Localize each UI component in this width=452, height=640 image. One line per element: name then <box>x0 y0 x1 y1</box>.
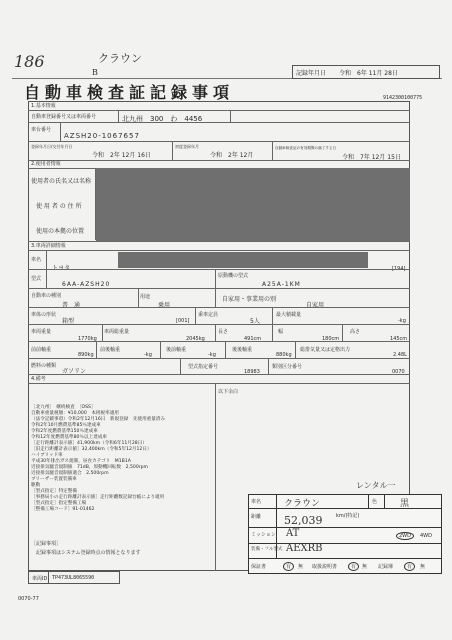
fr-value: -kg <box>144 352 152 358</box>
card-manual-no: 無 <box>362 564 368 570</box>
type-label: 自動車の種別 <box>31 293 62 299</box>
card-tire-label: 装備・フル型式 <box>251 547 283 552</box>
capacity-value: 5人 <box>250 318 260 325</box>
chassis-value: AZSH20-1067657 <box>64 132 140 140</box>
card-color-label: 色 <box>372 499 378 505</box>
card-distance-unit: km/(特記) <box>336 513 360 519</box>
category-label: 類別区分番号 <box>272 364 303 370</box>
make-label: 車名 <box>31 257 42 263</box>
weight-value: 1770kg <box>78 336 97 342</box>
body-label: 車体の形状 <box>31 312 57 318</box>
rr-label: 後後軸重 <box>232 347 253 353</box>
reg-no-value: 北九州 300 わ 4456 <box>122 115 203 123</box>
card-distance-label: 距離 <box>251 514 262 520</box>
card-manual-yes: 有 <box>348 562 359 571</box>
expiry-value: 令和 7年 12月 15日 <box>342 154 401 161</box>
doc-number: 9142300100775 <box>383 95 423 101</box>
handwritten-rental-note: レンタル一 <box>356 481 396 490</box>
first-reg2-label: 初度登録年月 <box>175 144 199 149</box>
body-code: [001] <box>176 318 190 324</box>
note-line: ［型式指定］指定整備工場 <box>31 501 87 506</box>
handwritten-vehicle-name: クラウン <box>98 52 142 65</box>
chassis-label: 車台番号 <box>31 127 52 133</box>
max-load-value: -kg <box>398 318 406 324</box>
card-record-no: 無 <box>420 564 426 570</box>
reg-no-label: 自動車登録番号又は車両番号 <box>31 114 97 120</box>
fuel-label: 燃料の種類 <box>31 363 57 369</box>
use-label: 用途 <box>140 294 151 300</box>
make-code: [194] <box>392 266 406 272</box>
section3-label: 3.車両詳細情報 <box>31 243 66 249</box>
base-location-label: 使用の本拠の位置 <box>36 228 85 235</box>
weight-label: 車両重量 <box>31 329 52 335</box>
card-drive-4wd: 4WD <box>420 533 432 539</box>
card-manual-label: 取扱説明書 <box>312 564 338 570</box>
category-value: 0070 <box>392 369 405 375</box>
card-mission-value: AT <box>286 528 300 539</box>
section2-label: 2.使用者情報 <box>31 161 61 167</box>
note-line: ［走行距離計表示値］41,900km（令和6年11月28日） <box>31 441 147 446</box>
redacted-user-info <box>96 168 410 241</box>
recorded-date-box <box>292 65 440 79</box>
first-reg2-value: 令和 2年 12月 <box>210 152 254 159</box>
expiry-label: 自動車検査証の有効期間の満了する日 <box>275 146 337 150</box>
note-line: 令和2年10月燃費基準85％達成車 <box>31 423 101 428</box>
card-record-label: 記録簿 <box>378 564 394 570</box>
card-drive-2wd: 2WD <box>396 532 414 540</box>
gross-value: 2045kg <box>186 336 205 342</box>
length-label: 長さ <box>218 329 229 335</box>
section4-label: 4.備考 <box>31 376 46 382</box>
card-record-yes: 有 <box>404 562 415 571</box>
note-line: 自動車重量税額：¥10,000 本則税率適用 <box>31 411 119 416</box>
note-line: ハイブリッド車 <box>31 453 63 458</box>
note-line: 令和2年度燃費基準150％達成車 <box>31 429 98 434</box>
purpose-value: 自家用 <box>306 302 325 309</box>
vehicle-id-value-box <box>48 571 120 584</box>
redacted-make <box>118 252 368 268</box>
note-line: 近接排気騒音規制値 71dB，原動機回転数 2,500rpm <box>31 465 149 470</box>
note-line: 平成30年排出ガス規制，昼食カテゴリ M1B1A <box>31 459 131 464</box>
user-name-label: 使用者の氏名又は名称 <box>31 178 92 185</box>
card-insurance-label: 保証書 <box>251 564 267 570</box>
vehicle-id-value: TP473UL8065590 <box>52 575 95 581</box>
note-line: ブリーザー装置装備車 <box>31 477 77 482</box>
type-value: 普 通 <box>62 302 81 309</box>
note-line: （法令記載事項）令和2年12月16日 新規登録 先使用重量済み <box>31 417 166 422</box>
handwritten-grade: B <box>92 68 98 77</box>
user-address-label: 使 用 者 の 住 所 <box>36 203 82 210</box>
note-line: 駆動 <box>31 483 41 488</box>
below-blank-label: 以下余白 <box>218 389 239 395</box>
card-tire-value: AEXRB <box>286 543 323 554</box>
foot-label: ［記録事項］ <box>31 541 62 547</box>
ff-value: 890kg <box>78 352 94 358</box>
ff-label: 前前軸重 <box>31 347 52 353</box>
height-label: 高さ <box>350 329 361 335</box>
card-insurance-no: 無 <box>298 564 304 570</box>
model-label: 型式 <box>31 276 42 282</box>
card-name-value: クラウン <box>284 499 321 509</box>
card-color-value: 黒 <box>400 499 410 509</box>
displacement-label: 総排気量又は定格出力 <box>300 347 351 353</box>
height-value: 145cm <box>390 336 408 342</box>
gross-label: 車両総重量 <box>104 329 130 335</box>
card-name-label: 車名 <box>251 499 262 505</box>
width-value: 180cm <box>322 336 340 342</box>
note-line: ［整備工場コード］91-01462 <box>31 507 95 512</box>
type-designation-label: 型式指定番号 <box>188 364 219 370</box>
length-value: 491cm <box>244 336 262 342</box>
first-reg-value: 令和 2年 12月 16日 <box>92 152 151 159</box>
handwritten-number: 186 <box>14 52 45 71</box>
engine-label: 原動機の型式 <box>218 273 249 279</box>
note-line: ［型式指定］特定整備 <box>31 489 77 494</box>
capacity-label: 乗車定員 <box>198 312 219 318</box>
note-line: 令和12年度燃費基準80％以上達成車 <box>31 435 108 440</box>
section1-label: 1.基本情報 <box>31 103 56 109</box>
note-line: ［旧走行距離計表示値］32,400km（令和5年12月12日） <box>31 447 152 452</box>
foot-note: 記録事項はシステム登録時点の情報となります <box>36 550 141 556</box>
note-line: ［北九州］ 継続検査 ［OSS］ <box>31 405 96 410</box>
page-title: 自動車検査証記録事項 <box>24 83 235 102</box>
card-insurance-yes: 有 <box>283 562 294 571</box>
displacement-value: 2.48L <box>393 352 407 358</box>
body-value: 箱型 <box>62 318 75 325</box>
card-mission-label: ミッション <box>251 532 276 538</box>
rf-value: -kg <box>208 352 216 358</box>
make-value: トヨタ <box>52 265 71 272</box>
first-reg-label: 登録年月日/交付年月日 <box>31 144 73 149</box>
card-distance-value: 52,039 <box>284 514 323 527</box>
vehicle-id-label: 車両ID <box>32 576 48 582</box>
recorded-date-label: 記録年月日 <box>296 70 327 77</box>
note-line: 近接排気騒音規制値適合 2,500rpm <box>31 471 109 476</box>
use-value: 乗用 <box>158 302 171 309</box>
footer-code: 0070-77 <box>18 596 39 602</box>
max-load-label: 最大積載量 <box>276 312 302 318</box>
purpose-label: 自家用・事業用の別 <box>222 296 277 303</box>
engine-value: A25A-1KM <box>262 281 301 288</box>
rf-label: 後前軸重 <box>166 347 187 353</box>
rr-value: 880kg <box>276 352 292 358</box>
fuel-value: ガソリン <box>62 368 87 375</box>
fr-label: 前後軸重 <box>100 347 121 353</box>
recorded-date-value: 令和 6年 11月 28日 <box>339 70 398 77</box>
note-line: ［事務局小の走行距離計表示値］走行距離数記録台帳により適用 <box>31 495 165 500</box>
type-designation-value: 18983 <box>244 369 260 375</box>
width-label: 幅 <box>278 329 284 335</box>
notes-list <box>31 405 213 513</box>
model-value: 6AA-AZSH20 <box>62 281 111 288</box>
